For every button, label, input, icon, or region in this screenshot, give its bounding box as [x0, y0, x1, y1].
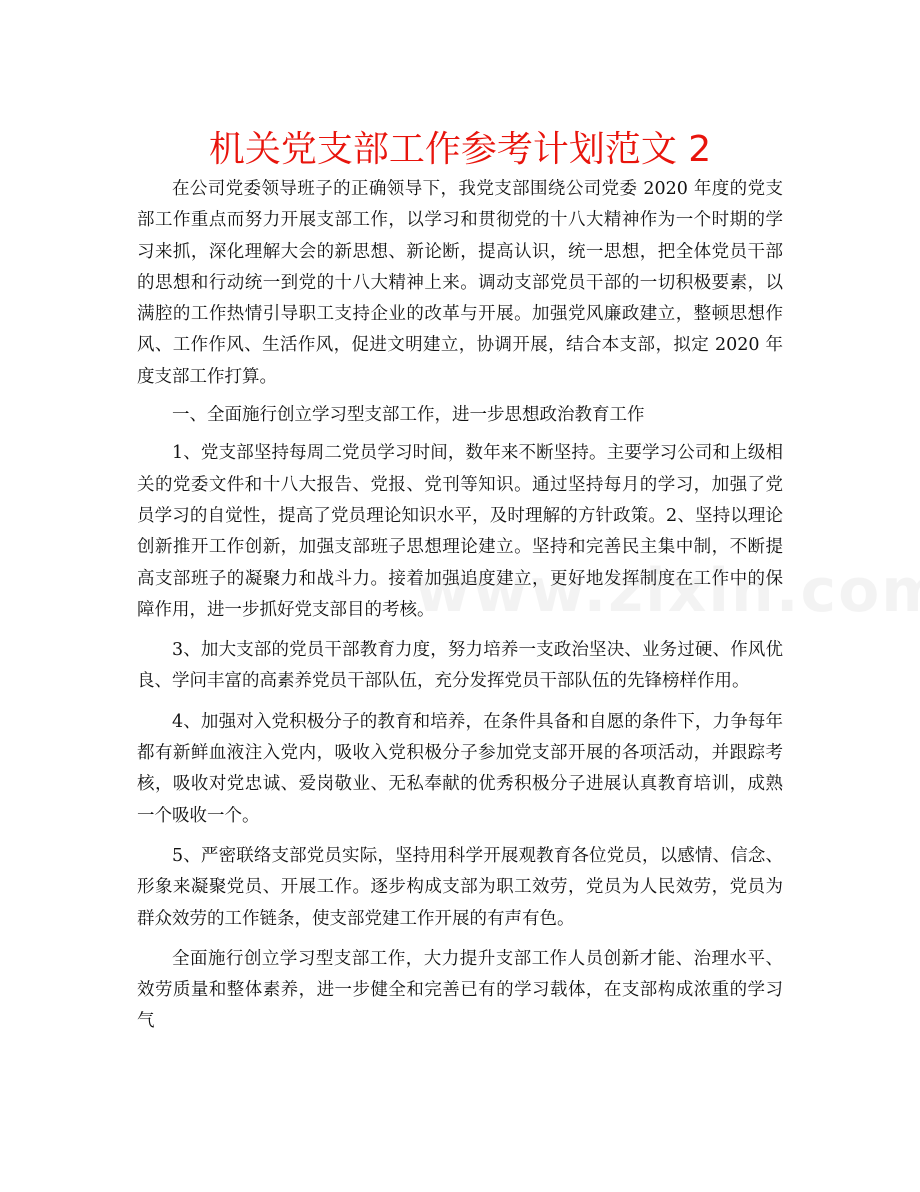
section-heading: 一、全面施行创立学习型支部工作，进一步思想政治教育工作	[172, 405, 645, 426]
document-title: 机关党支部工作参考计划范文 2	[208, 129, 712, 170]
document-body	[137, 174, 783, 1038]
paragraph-closing: 全面施行创立学习型支部工作，大力提升支部工作人员创新才能、治理水平、效劳质量和整体素养，进一步健全和完善已有的学习载体，在支部构成浓重的学习气	[137, 948, 783, 1032]
paragraph-item-4: 4、加强对入党积极分子的教育和培养，在条件具备和自愿的条件下，力争每年都有新鲜血液注入党内，吸收入党积极分子参加党支部开展的各项活动，并跟踪考核，吸收对党忠诚、爱岗敬业、无私奉献的优秀积极分子进展认真教育培训，成熟一个吸收一个。	[137, 711, 783, 826]
paragraph-item-5: 5、严密联络支部党员实际，坚持用科学开展观教育各位党员，以感情、信念、形象来凝聚党员、开展工作。逐步构成支部为职工效劳，党员为人民效劳，党员为群众效劳的工作链条，使支部党建工作开展的有声有色。	[137, 845, 783, 929]
paragraph-intro: 在公司党委领导班子的正确领导下，我党支部围绕公司党委 2020 年度的党支部工作重点而努力开展支部工作，以学习和贯彻党的十八大精神作为一个时期的学习来抓，深化理解大会的新思想、新论断，提高认识，统一思想，把全体党员干部的思想和行动统一到党的十八大精神上来。调动支部党员干部的一切积极要素，以满腔的工作热情引导职工支持企业的改革与开展。加强党风廉政建立，整顿思想作风、工作作风、生活作风，促进文明建立，协调开展，结合本支部，拟定 2020 年度支部工作打算。	[137, 179, 783, 387]
paragraph-item-1-2: 1、党支部坚持每周二党员学习时间，数年来不断坚持。主要学习公司和上级相关的党委文件和十八大报告、党报、党刊等知识。通过坚持每月的学习，加强了党员学习的自觉性，提高了党员理论知识水平，及时理解的方针政策。2、坚持以理论创新推开工作创新，加强支部班子思想理论建立。坚持和完善民主集中制，不断提高支部班子的凝聚力和战斗力。接着加强追度建立，更好地发挥制度在工作中的保障作用，进一步抓好党支部目的考核。	[137, 443, 783, 620]
paragraph-item-3: 3、加大支部的党员干部教育力度，努力培养一支政治坚决、业务过硬、作风优良、学问丰富的高素养党员干部队伍，充分发挥党员干部队伍的先锋榜样作用。	[137, 640, 783, 692]
